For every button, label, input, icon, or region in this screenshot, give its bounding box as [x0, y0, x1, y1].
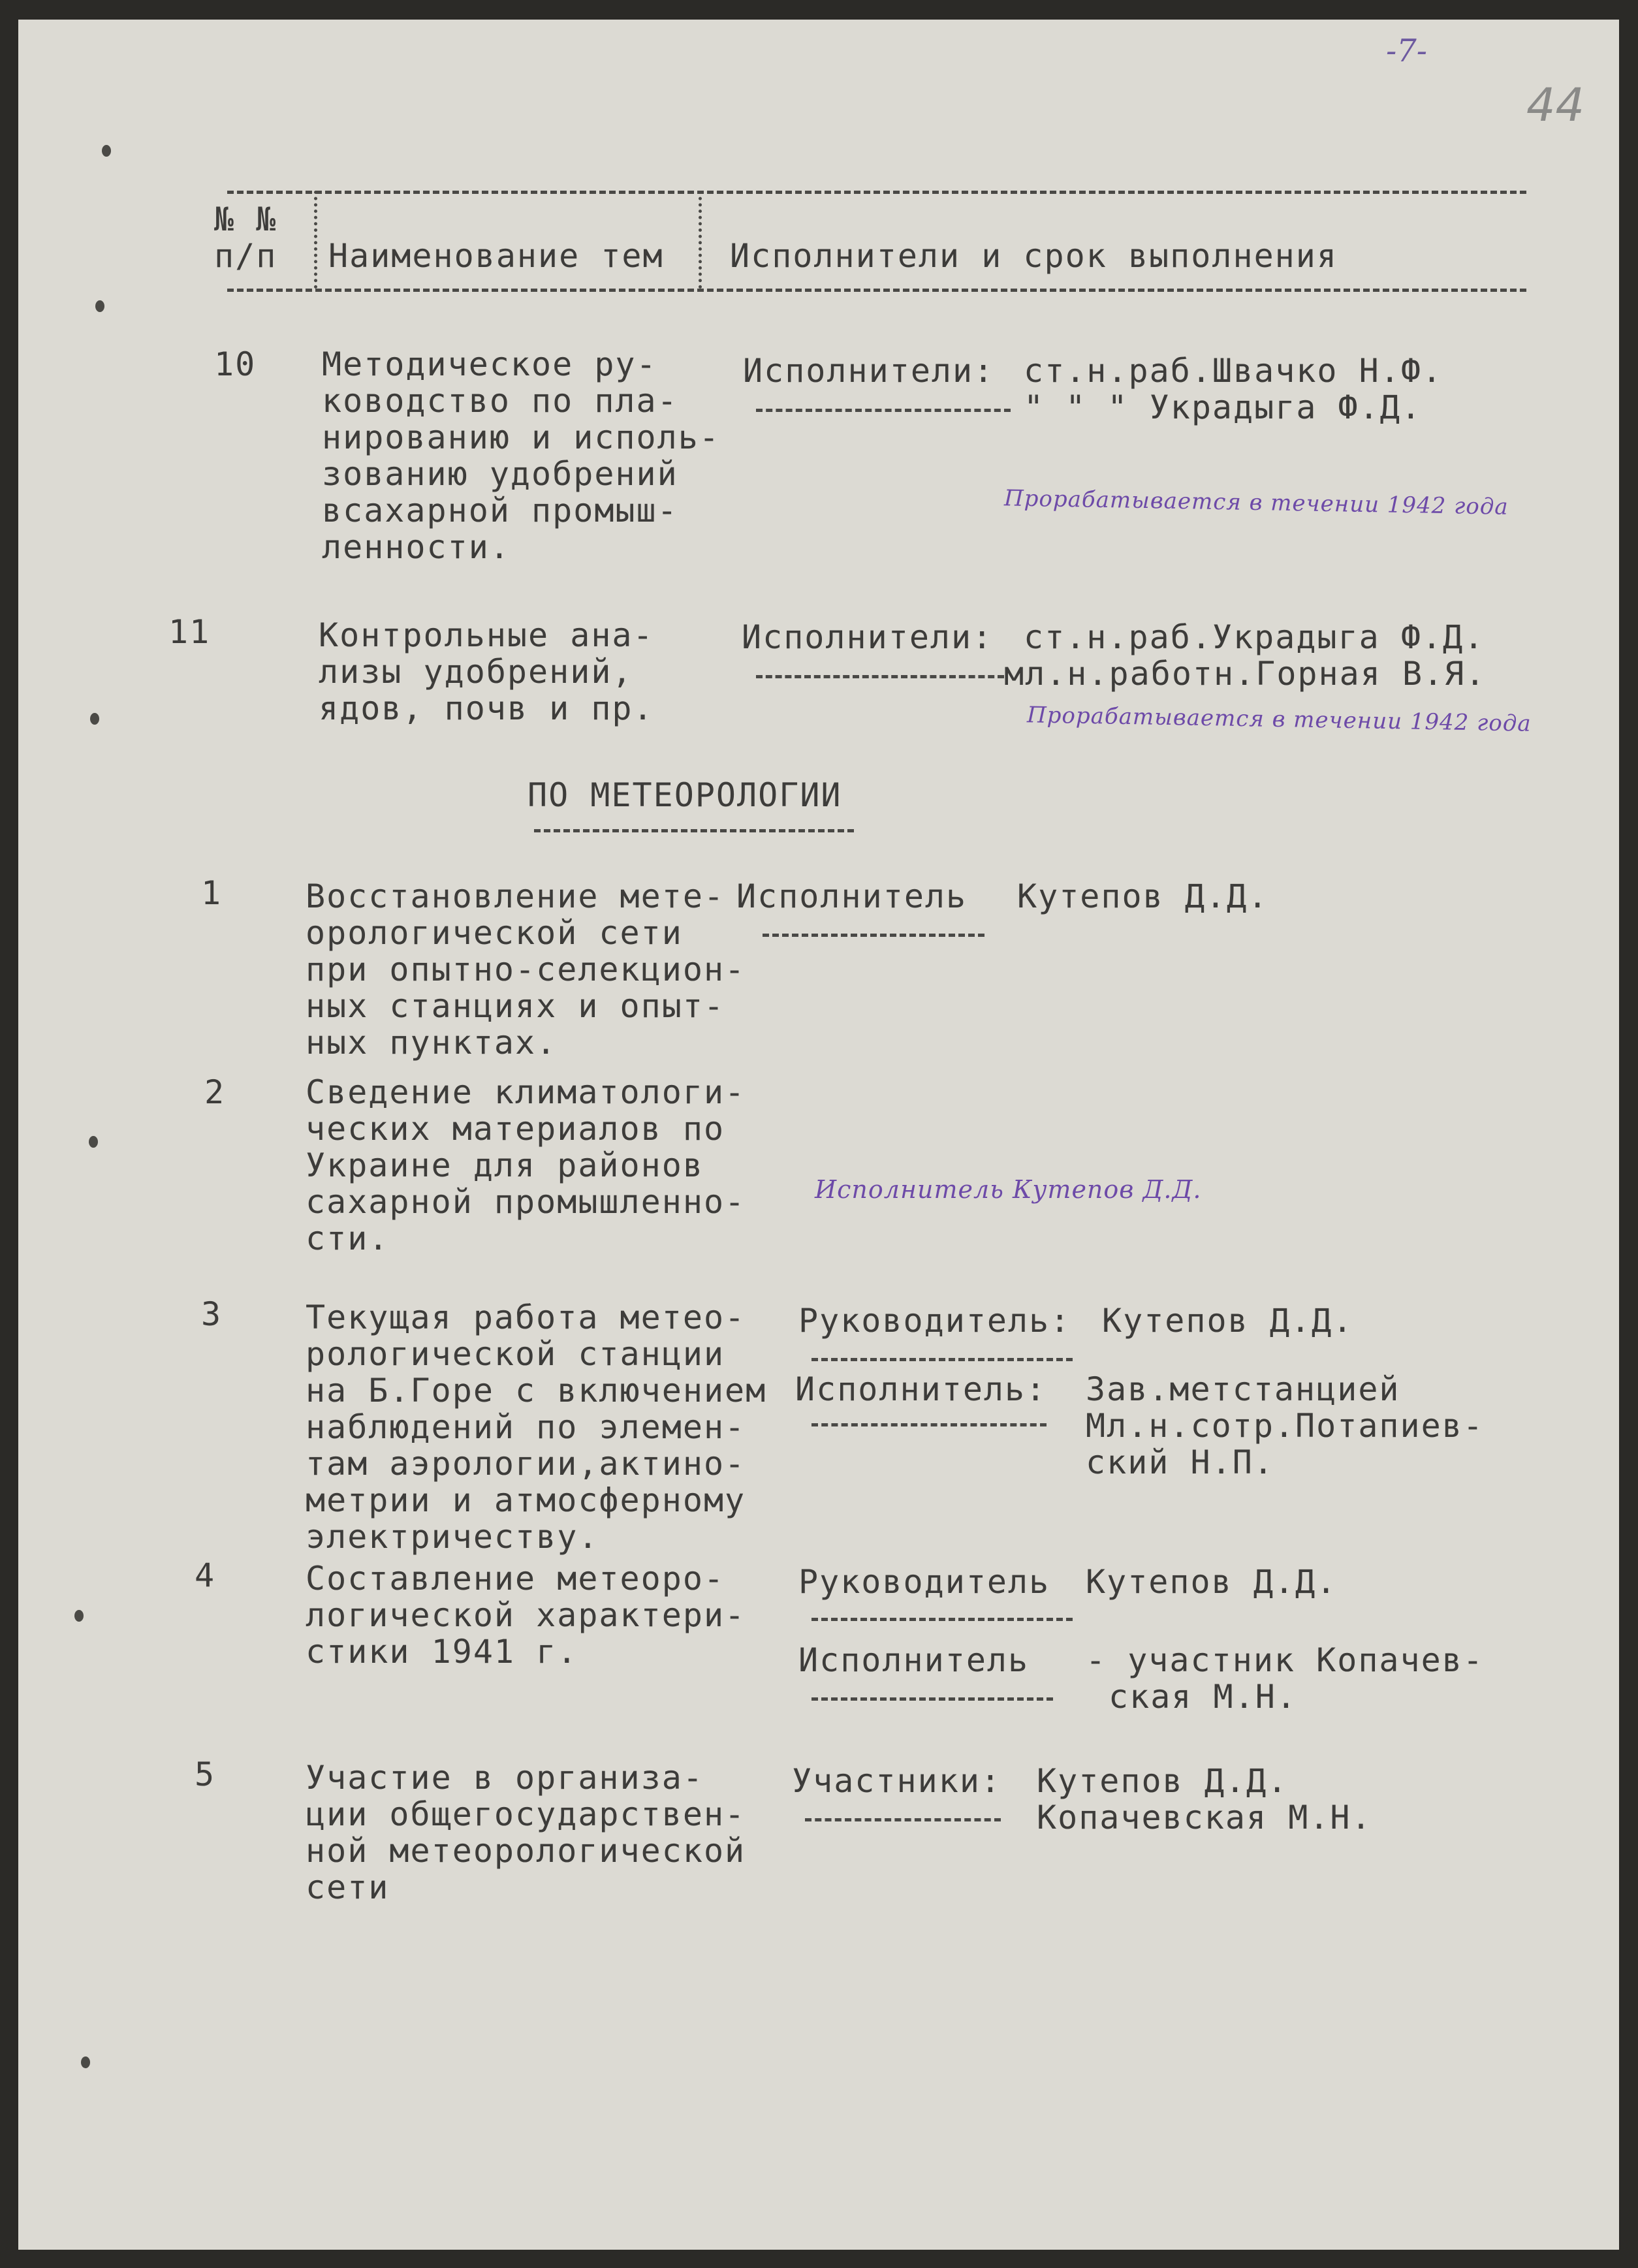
- item-topic: Текущая работа метео- рологической станции на Б.Горе с включением наблюдений по элемен- там аэрологии,актино- метрии и атмосферному электричеству.: [306, 1299, 767, 1556]
- underline: [811, 1423, 1047, 1426]
- underline: [756, 409, 1011, 412]
- header-column-divider: [699, 191, 702, 289]
- item-number: 11: [168, 613, 211, 651]
- executor-label: Исполнители:: [743, 352, 995, 390]
- item-number: 2: [204, 1073, 226, 1111]
- header-executor-column: Исполнители и срок выполнения: [730, 237, 1338, 275]
- executor-name: Копачевская М.Н.: [1037, 1799, 1372, 1836]
- item-number: 3: [201, 1295, 223, 1333]
- archive-page: [18, 20, 1619, 2250]
- item-topic: Восстановление мете- орологической сети при опытно-селекцион- ных станциях и опыт- ных пунктах.: [306, 877, 746, 1062]
- executor-label: Исполнитель:: [795, 1370, 1047, 1408]
- header-rule-top: [227, 191, 1526, 194]
- executor-name: ский Н.П.: [1086, 1443, 1274, 1481]
- executor-name: мл.н.работн.Горная В.Я.: [1004, 655, 1487, 693]
- binding-hole: [81, 2056, 90, 2068]
- handwritten-note: Прорабатывается в течении 1942 года: [1003, 485, 1509, 520]
- item-topic: Методическое ру- ководство по пла- нированию и исполь- зованию удобрений всахарной промыш- ленности.: [322, 345, 720, 566]
- executor-name: Мл.н.сотр.Потапиев-: [1086, 1407, 1484, 1445]
- item-topic: Контрольные ана- лизы удобрений, ядов, почв и пр.: [319, 616, 654, 727]
- item-topic: Участие в организа- ции общегосударствен- ной метеорологической сети: [306, 1759, 746, 1906]
- item-topic: Составление метеоро- логической характери- стики 1941 г.: [306, 1560, 746, 1671]
- folio-ink-number: -7-: [1386, 33, 1427, 69]
- header-number-column: № № п/п: [214, 200, 277, 275]
- executor-name: Кутепов Д.Д.: [1102, 1302, 1354, 1340]
- section-title: ПО МЕТЕОРОЛОГИИ: [528, 776, 842, 814]
- executor-name: - участник Копачев-: [1086, 1641, 1484, 1679]
- executor-label: Исполнители:: [742, 618, 994, 656]
- underline: [811, 1358, 1073, 1361]
- executor-name: " " " Украдыга Ф.Д.: [1024, 388, 1422, 426]
- executor-name: ст.н.раб.Швачко Н.Ф.: [1024, 352, 1443, 390]
- folio-pencil-number: 44: [1526, 78, 1585, 132]
- underline: [805, 1818, 1001, 1821]
- underline: [811, 1697, 1053, 1701]
- binding-hole: [95, 300, 104, 312]
- executor-name: Кутепов Д.Д.: [1017, 877, 1269, 915]
- executor-name: ст.н.раб.Украдыга Ф.Д.: [1024, 618, 1485, 656]
- item-topic: Сведение климатологи- ческих материалов по Украине для районов сахарной промышленно- сти.: [306, 1073, 746, 1257]
- handwritten-note: Исполнитель Кутепов Д.Д.: [815, 1175, 1202, 1204]
- executor-label: Исполнитель: [736, 877, 968, 915]
- binding-hole: [74, 1610, 84, 1622]
- header-rule-bottom: [227, 289, 1526, 292]
- binding-hole: [90, 713, 99, 725]
- item-number: 10: [214, 345, 257, 383]
- header-topic-column: Наименование тем: [328, 237, 664, 275]
- binding-hole: [89, 1136, 98, 1148]
- handwritten-note: Прорабатывается в течении 1942 года: [1026, 702, 1532, 737]
- item-number: 5: [195, 1756, 216, 1793]
- executor-label: Руководитель: [798, 1563, 1050, 1601]
- executor-name: Зав.метстанцией: [1086, 1370, 1400, 1408]
- underline: [811, 1618, 1073, 1621]
- item-number: 4: [195, 1556, 216, 1594]
- binding-hole: [102, 145, 111, 157]
- executor-name: Кутепов Д.Д.: [1037, 1762, 1289, 1800]
- executor-label: Руководитель:: [798, 1302, 1071, 1340]
- executor-label: Исполнитель: [798, 1641, 1030, 1679]
- header-column-divider: [314, 191, 317, 289]
- item-number: 1: [201, 874, 223, 912]
- executor-label: Участники:: [792, 1762, 1002, 1800]
- underline: [763, 934, 984, 937]
- underline: [756, 675, 1004, 678]
- executor-name: Кутепов Д.Д.: [1086, 1563, 1338, 1601]
- executor-name: ская М.Н.: [1109, 1678, 1297, 1716]
- section-title-underline: [534, 829, 854, 832]
